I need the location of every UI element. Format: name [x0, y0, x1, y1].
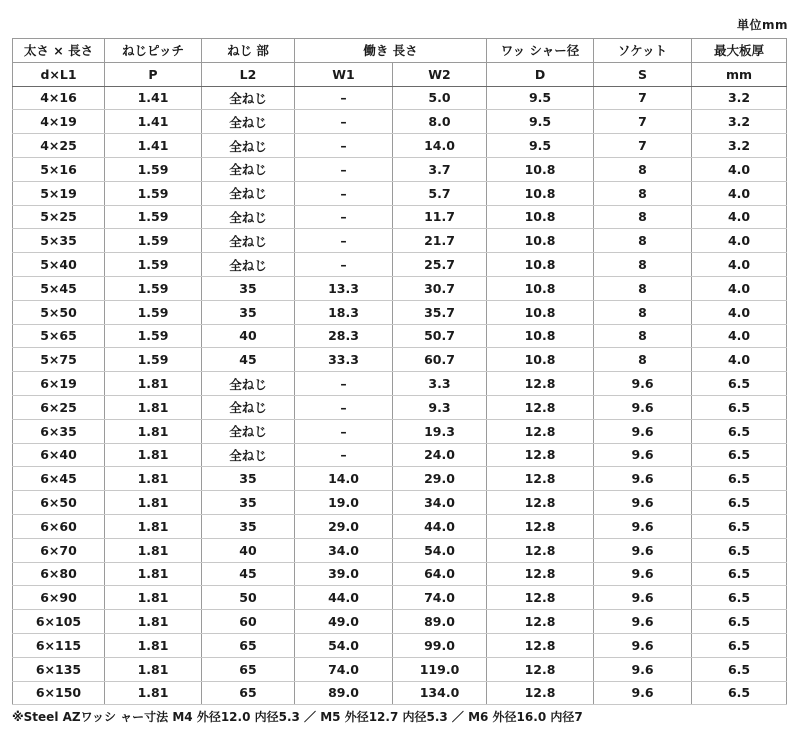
thread-length-cell: 35	[202, 276, 295, 300]
table-row	[13, 205, 787, 229]
w1-cell: 39.0	[295, 562, 393, 586]
thread-length-cell: 全ねじ	[202, 395, 295, 419]
table-row	[13, 276, 787, 300]
washer-diameter-cell: 10.8	[487, 324, 594, 348]
thread-length-cell: 全ねじ	[202, 253, 295, 277]
max-thickness-cell: 4.0	[692, 276, 787, 300]
washer-diameter-cell: 10.8	[487, 181, 594, 205]
washer-diameter-cell: 10.8	[487, 205, 594, 229]
table-row	[13, 229, 787, 253]
thread-length-cell: 全ねじ	[202, 181, 295, 205]
size-cell: 4×25	[13, 134, 105, 158]
table-row	[13, 110, 787, 134]
w2-cell: 35.7	[393, 300, 487, 324]
max-thickness-cell: 6.5	[692, 562, 787, 586]
thread-length-cell: 35	[202, 491, 295, 515]
thread-length-cell: 40	[202, 324, 295, 348]
w2-cell: 44.0	[393, 514, 487, 538]
w2-cell: 29.0	[393, 467, 487, 491]
socket-cell: 8	[594, 181, 692, 205]
max-thickness-cell: 4.0	[692, 324, 787, 348]
table-body	[13, 86, 787, 705]
w1-cell: 33.3	[295, 348, 393, 372]
w1-cell: –	[295, 395, 393, 419]
socket-cell: 9.6	[594, 562, 692, 586]
w1-cell: –	[295, 419, 393, 443]
header-symbol-l2: L2	[202, 62, 295, 86]
size-cell: 5×65	[13, 324, 105, 348]
washer-diameter-cell: 12.8	[487, 514, 594, 538]
thread-length-cell: 65	[202, 633, 295, 657]
w2-cell: 5.0	[393, 86, 487, 110]
table-row	[13, 395, 787, 419]
pitch-cell: 1.81	[105, 586, 202, 610]
w2-cell: 64.0	[393, 562, 487, 586]
spec-table	[12, 38, 787, 705]
pitch-cell: 1.81	[105, 538, 202, 562]
washer-diameter-cell: 12.8	[487, 372, 594, 396]
thread-length-cell: 全ねじ	[202, 205, 295, 229]
size-cell: 5×16	[13, 157, 105, 181]
socket-cell: 9.6	[594, 514, 692, 538]
size-cell: 6×35	[13, 419, 105, 443]
max-thickness-cell: 4.0	[692, 348, 787, 372]
w2-cell: 34.0	[393, 491, 487, 515]
max-thickness-cell: 4.0	[692, 300, 787, 324]
size-cell: 5×40	[13, 253, 105, 277]
pitch-cell: 1.59	[105, 253, 202, 277]
w2-cell: 60.7	[393, 348, 487, 372]
size-cell: 5×45	[13, 276, 105, 300]
w1-cell: 74.0	[295, 657, 393, 681]
table-row	[13, 633, 787, 657]
washer-diameter-cell: 12.8	[487, 586, 594, 610]
pitch-cell: 1.59	[105, 157, 202, 181]
pitch-cell: 1.41	[105, 134, 202, 158]
table-row	[13, 538, 787, 562]
socket-cell: 8	[594, 253, 692, 277]
w2-cell: 25.7	[393, 253, 487, 277]
w1-cell: 54.0	[295, 633, 393, 657]
size-cell: 6×105	[13, 610, 105, 634]
w2-cell: 54.0	[393, 538, 487, 562]
max-thickness-cell: 3.2	[692, 134, 787, 158]
socket-cell: 9.6	[594, 467, 692, 491]
max-thickness-cell: 6.5	[692, 538, 787, 562]
max-thickness-cell: 6.5	[692, 586, 787, 610]
washer-diameter-cell: 12.8	[487, 633, 594, 657]
socket-cell: 7	[594, 134, 692, 158]
table-row	[13, 443, 787, 467]
w2-cell: 8.0	[393, 110, 487, 134]
washer-diameter-cell: 10.8	[487, 300, 594, 324]
size-cell: 6×135	[13, 657, 105, 681]
socket-cell: 8	[594, 348, 692, 372]
socket-cell: 8	[594, 229, 692, 253]
washer-diameter-cell: 10.8	[487, 229, 594, 253]
table-row	[13, 467, 787, 491]
max-thickness-cell: 4.0	[692, 205, 787, 229]
max-thickness-cell: 6.5	[692, 419, 787, 443]
size-cell: 6×45	[13, 467, 105, 491]
header-max-plate-thickness: 最大板厚	[692, 39, 787, 63]
header-symbol-w2: W2	[393, 62, 487, 86]
pitch-cell: 1.59	[105, 229, 202, 253]
header-symbol-dl1: d×L1	[13, 62, 105, 86]
thread-length-cell: 全ねじ	[202, 134, 295, 158]
header-row-symbols	[13, 62, 787, 86]
max-thickness-cell: 6.5	[692, 395, 787, 419]
socket-cell: 9.6	[594, 681, 692, 705]
max-thickness-cell: 3.2	[692, 86, 787, 110]
header-symbol-s: S	[594, 62, 692, 86]
pitch-cell: 1.81	[105, 681, 202, 705]
max-thickness-cell: 4.0	[692, 229, 787, 253]
w1-cell: 34.0	[295, 538, 393, 562]
pitch-cell: 1.81	[105, 419, 202, 443]
w2-cell: 14.0	[393, 134, 487, 158]
socket-cell: 9.6	[594, 538, 692, 562]
size-cell: 6×150	[13, 681, 105, 705]
thread-length-cell: 全ねじ	[202, 110, 295, 134]
thread-length-cell: 35	[202, 300, 295, 324]
size-cell: 6×115	[13, 633, 105, 657]
thread-length-cell: 全ねじ	[202, 372, 295, 396]
socket-cell: 9.6	[594, 443, 692, 467]
pitch-cell: 1.81	[105, 514, 202, 538]
max-thickness-cell: 6.5	[692, 491, 787, 515]
w1-cell: 29.0	[295, 514, 393, 538]
size-cell: 6×70	[13, 538, 105, 562]
w1-cell: 18.3	[295, 300, 393, 324]
table-row	[13, 134, 787, 158]
pitch-cell: 1.59	[105, 348, 202, 372]
w2-cell: 3.3	[393, 372, 487, 396]
socket-cell: 8	[594, 324, 692, 348]
pitch-cell: 1.59	[105, 181, 202, 205]
w1-cell: –	[295, 181, 393, 205]
size-cell: 6×90	[13, 586, 105, 610]
w2-cell: 9.3	[393, 395, 487, 419]
table-row	[13, 181, 787, 205]
thread-length-cell: 45	[202, 348, 295, 372]
size-cell: 6×40	[13, 443, 105, 467]
header-working-length: 働き 長さ	[295, 39, 487, 63]
max-thickness-cell: 6.5	[692, 657, 787, 681]
washer-diameter-cell: 12.8	[487, 538, 594, 562]
w1-cell: –	[295, 86, 393, 110]
size-cell: 5×25	[13, 205, 105, 229]
socket-cell: 9.6	[594, 586, 692, 610]
w1-cell: 13.3	[295, 276, 393, 300]
w1-cell: 89.0	[295, 681, 393, 705]
pitch-cell: 1.81	[105, 395, 202, 419]
socket-cell: 9.6	[594, 633, 692, 657]
thread-length-cell: 35	[202, 514, 295, 538]
washer-diameter-cell: 12.8	[487, 681, 594, 705]
size-cell: 6×50	[13, 491, 105, 515]
w1-cell: –	[295, 205, 393, 229]
w1-cell: 19.0	[295, 491, 393, 515]
table-row	[13, 253, 787, 277]
max-thickness-cell: 6.5	[692, 372, 787, 396]
pitch-cell: 1.81	[105, 657, 202, 681]
socket-cell: 9.6	[594, 610, 692, 634]
table-row	[13, 300, 787, 324]
max-thickness-cell: 6.5	[692, 633, 787, 657]
pitch-cell: 1.59	[105, 324, 202, 348]
header-symbol-p: P	[105, 62, 202, 86]
pitch-cell: 1.81	[105, 443, 202, 467]
thread-length-cell: 全ねじ	[202, 229, 295, 253]
header-pitch: ねじピッチ	[105, 39, 202, 63]
w1-cell: –	[295, 372, 393, 396]
header-size: 太さ × 長さ	[13, 39, 105, 63]
washer-diameter-cell: 12.8	[487, 467, 594, 491]
pitch-cell: 1.59	[105, 276, 202, 300]
footnote: ※Steel AZワッシ ャー寸法 M4 外径12.0 内径5.3 ／ M5 外径12.7 内径5.3 ／ M6 外径16.0 内径7	[12, 710, 583, 724]
max-thickness-cell: 3.2	[692, 110, 787, 134]
pitch-cell: 1.59	[105, 205, 202, 229]
thread-length-cell: 全ねじ	[202, 419, 295, 443]
washer-diameter-cell: 12.8	[487, 610, 594, 634]
size-cell: 6×80	[13, 562, 105, 586]
washer-diameter-cell: 12.8	[487, 562, 594, 586]
socket-cell: 9.6	[594, 491, 692, 515]
unit-label: 単位mm	[736, 18, 788, 32]
thread-length-cell: 全ねじ	[202, 157, 295, 181]
size-cell: 6×25	[13, 395, 105, 419]
socket-cell: 8	[594, 276, 692, 300]
socket-cell: 9.6	[594, 395, 692, 419]
w2-cell: 99.0	[393, 633, 487, 657]
w1-cell: –	[295, 134, 393, 158]
max-thickness-cell: 6.5	[692, 443, 787, 467]
thread-length-cell: 40	[202, 538, 295, 562]
socket-cell: 7	[594, 110, 692, 134]
w2-cell: 119.0	[393, 657, 487, 681]
table-row	[13, 514, 787, 538]
w1-cell: –	[295, 443, 393, 467]
socket-cell: 8	[594, 300, 692, 324]
washer-diameter-cell: 12.8	[487, 657, 594, 681]
thread-length-cell: 35	[202, 467, 295, 491]
table-row	[13, 372, 787, 396]
max-thickness-cell: 6.5	[692, 514, 787, 538]
size-cell: 5×35	[13, 229, 105, 253]
thread-length-cell: 65	[202, 681, 295, 705]
pitch-cell: 1.81	[105, 610, 202, 634]
max-thickness-cell: 6.5	[692, 467, 787, 491]
washer-diameter-cell: 9.5	[487, 134, 594, 158]
w2-cell: 50.7	[393, 324, 487, 348]
w1-cell: 44.0	[295, 586, 393, 610]
washer-diameter-cell: 12.8	[487, 419, 594, 443]
header-row-names	[13, 39, 787, 63]
max-thickness-cell: 6.5	[692, 681, 787, 705]
washer-diameter-cell: 9.5	[487, 86, 594, 110]
washer-diameter-cell: 10.8	[487, 348, 594, 372]
table-row	[13, 86, 787, 110]
thread-length-cell: 全ねじ	[202, 86, 295, 110]
washer-diameter-cell: 12.8	[487, 443, 594, 467]
header-thread-length: ねじ 部	[202, 39, 295, 63]
header-symbol-mm: mm	[692, 62, 787, 86]
w1-cell: –	[295, 157, 393, 181]
size-cell: 5×50	[13, 300, 105, 324]
pitch-cell: 1.41	[105, 110, 202, 134]
washer-diameter-cell: 10.8	[487, 253, 594, 277]
w2-cell: 74.0	[393, 586, 487, 610]
socket-cell: 7	[594, 86, 692, 110]
size-cell: 6×60	[13, 514, 105, 538]
w1-cell: –	[295, 253, 393, 277]
header-symbol-d: D	[487, 62, 594, 86]
table-row	[13, 681, 787, 705]
pitch-cell: 1.81	[105, 491, 202, 515]
table-row	[13, 348, 787, 372]
pitch-cell: 1.81	[105, 633, 202, 657]
washer-diameter-cell: 10.8	[487, 276, 594, 300]
thread-length-cell: 45	[202, 562, 295, 586]
socket-cell: 9.6	[594, 372, 692, 396]
w2-cell: 30.7	[393, 276, 487, 300]
w2-cell: 24.0	[393, 443, 487, 467]
thread-length-cell: 60	[202, 610, 295, 634]
table-row	[13, 586, 787, 610]
w2-cell: 89.0	[393, 610, 487, 634]
w1-cell: 28.3	[295, 324, 393, 348]
w2-cell: 11.7	[393, 205, 487, 229]
socket-cell: 9.6	[594, 419, 692, 443]
socket-cell: 8	[594, 205, 692, 229]
w1-cell: 14.0	[295, 467, 393, 491]
w2-cell: 21.7	[393, 229, 487, 253]
size-cell: 5×75	[13, 348, 105, 372]
table-row	[13, 419, 787, 443]
header-symbol-w1: W1	[295, 62, 393, 86]
washer-diameter-cell: 10.8	[487, 157, 594, 181]
pitch-cell: 1.81	[105, 372, 202, 396]
w1-cell: –	[295, 110, 393, 134]
table-row	[13, 491, 787, 515]
header-socket: ソケット	[594, 39, 692, 63]
washer-diameter-cell: 9.5	[487, 110, 594, 134]
thread-length-cell: 50	[202, 586, 295, 610]
table-row	[13, 562, 787, 586]
max-thickness-cell: 4.0	[692, 181, 787, 205]
socket-cell: 9.6	[594, 657, 692, 681]
max-thickness-cell: 4.0	[692, 157, 787, 181]
size-cell: 6×19	[13, 372, 105, 396]
size-cell: 5×19	[13, 181, 105, 205]
table-row	[13, 157, 787, 181]
washer-diameter-cell: 12.8	[487, 491, 594, 515]
w2-cell: 5.7	[393, 181, 487, 205]
table-row	[13, 657, 787, 681]
max-thickness-cell: 4.0	[692, 253, 787, 277]
table-row	[13, 610, 787, 634]
w2-cell: 19.3	[393, 419, 487, 443]
max-thickness-cell: 6.5	[692, 610, 787, 634]
washer-diameter-cell: 12.8	[487, 395, 594, 419]
size-cell: 4×19	[13, 110, 105, 134]
pitch-cell: 1.59	[105, 300, 202, 324]
thread-length-cell: 全ねじ	[202, 443, 295, 467]
pitch-cell: 1.41	[105, 86, 202, 110]
thread-length-cell: 65	[202, 657, 295, 681]
w2-cell: 134.0	[393, 681, 487, 705]
w2-cell: 3.7	[393, 157, 487, 181]
w1-cell: –	[295, 229, 393, 253]
w1-cell: 49.0	[295, 610, 393, 634]
pitch-cell: 1.81	[105, 467, 202, 491]
size-cell: 4×16	[13, 86, 105, 110]
pitch-cell: 1.81	[105, 562, 202, 586]
header-washer-diameter: ワッ シャー径	[487, 39, 594, 63]
table-row	[13, 324, 787, 348]
socket-cell: 8	[594, 157, 692, 181]
